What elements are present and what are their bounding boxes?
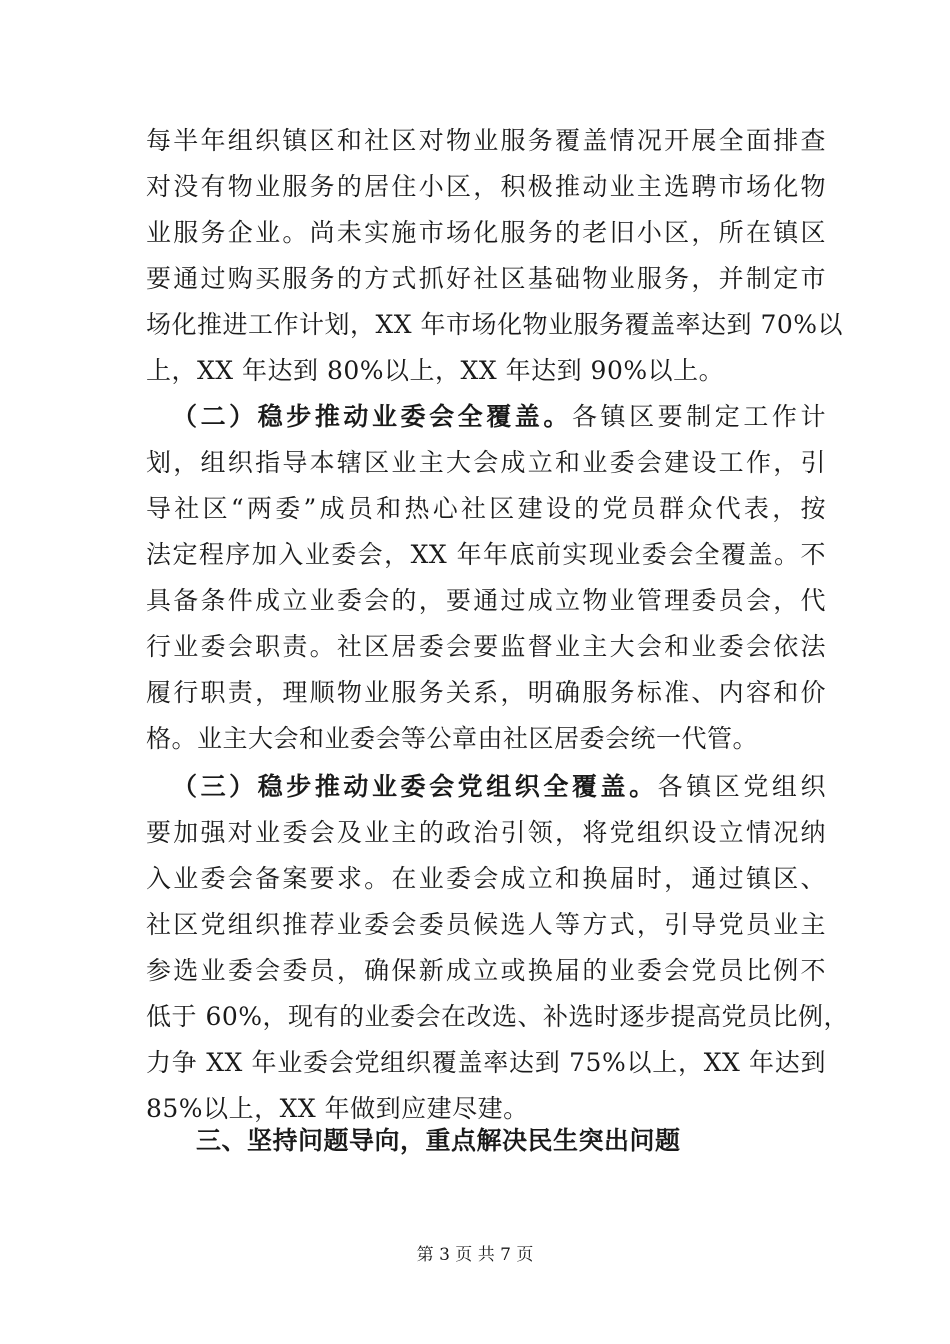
- paragraph-line: 划，组织指导本辖区业主大会成立和业委会建设工作，引: [146, 448, 826, 477]
- paragraph-line: 场化推进工作计划，XX 年市场化物业服务覆盖率达到 70%以: [146, 310, 844, 339]
- paragraph-line: 社区党组织推荐业委会委员候选人等方式，引导党员业主: [146, 910, 826, 939]
- paragraph-line: 上，XX 年达到 80%以上，XX 年达到 90%以上。: [146, 356, 725, 385]
- paragraph-line: 导社区“两委”成员和热心社区建设的党员群众代表，按: [146, 494, 826, 523]
- paragraph-line: 低于 60%，现有的业委会在改选、补选时逐步提高党员比例，: [146, 1002, 850, 1031]
- paragraph-line: 要通过购买服务的方式抓好社区基础物业服务，并制定市: [146, 264, 826, 293]
- page-footer: 第 3 页 共 7 页: [416, 1245, 534, 1265]
- subsection-heading: （二）稳步推动业委会全覆盖。: [172, 402, 572, 431]
- paragraph-line: 入业委会备案要求。在业委会成立和换届时，通过镇区、: [146, 864, 826, 893]
- paragraph-line: 履行职责，理顺物业服务关系，明确服务标准、内容和价: [146, 678, 826, 707]
- paragraph-first-line: [172, 772, 826, 802]
- paragraph-line: 要加强对业委会及业主的政治引领，将党组织设立情况纳: [146, 818, 826, 847]
- paragraph-line: 法定程序加入业委会，XX 年年底前实现业委会全覆盖。不: [146, 540, 826, 569]
- paragraph-line: 参选业委会委员，确保新成立或换届的业委会党员比例不: [146, 956, 826, 985]
- paragraph-first-line: [172, 402, 826, 432]
- paragraph-line: 行业委会职责。社区居委会要监督业主大会和业委会依法: [146, 632, 826, 661]
- paragraph-line: 格。业主大会和业委会等公章由社区居委会统一代管。: [146, 724, 759, 753]
- paragraph-line: 每半年组织镇区和社区对物业服务覆盖情况开展全面排查: [146, 126, 826, 155]
- paragraph-line: 具备条件成立业委会的，要通过成立物业管理委员会，代: [146, 586, 826, 615]
- paragraph-line: 85%以上，XX 年做到应建尽建。: [146, 1094, 529, 1123]
- paragraph-line: 对没有物业服务的居住小区，积极推动业主选聘市场化物: [146, 172, 826, 201]
- paragraph-line: 力争 XX 年业委会党组织覆盖率达到 75%以上，XX 年达到: [146, 1048, 826, 1077]
- paragraph-text: 各镇区党组织: [657, 772, 826, 801]
- paragraph-line: 业服务企业。尚未实施市场化服务的老旧小区，所在镇区: [146, 218, 826, 247]
- subsection-heading: （三）稳步推动业委会党组织全覆盖。: [172, 772, 658, 801]
- section-heading: 三、坚持问题导向，重点解决民生突出问题: [196, 1126, 681, 1155]
- paragraph-text: 各镇区要制定工作计: [571, 402, 826, 431]
